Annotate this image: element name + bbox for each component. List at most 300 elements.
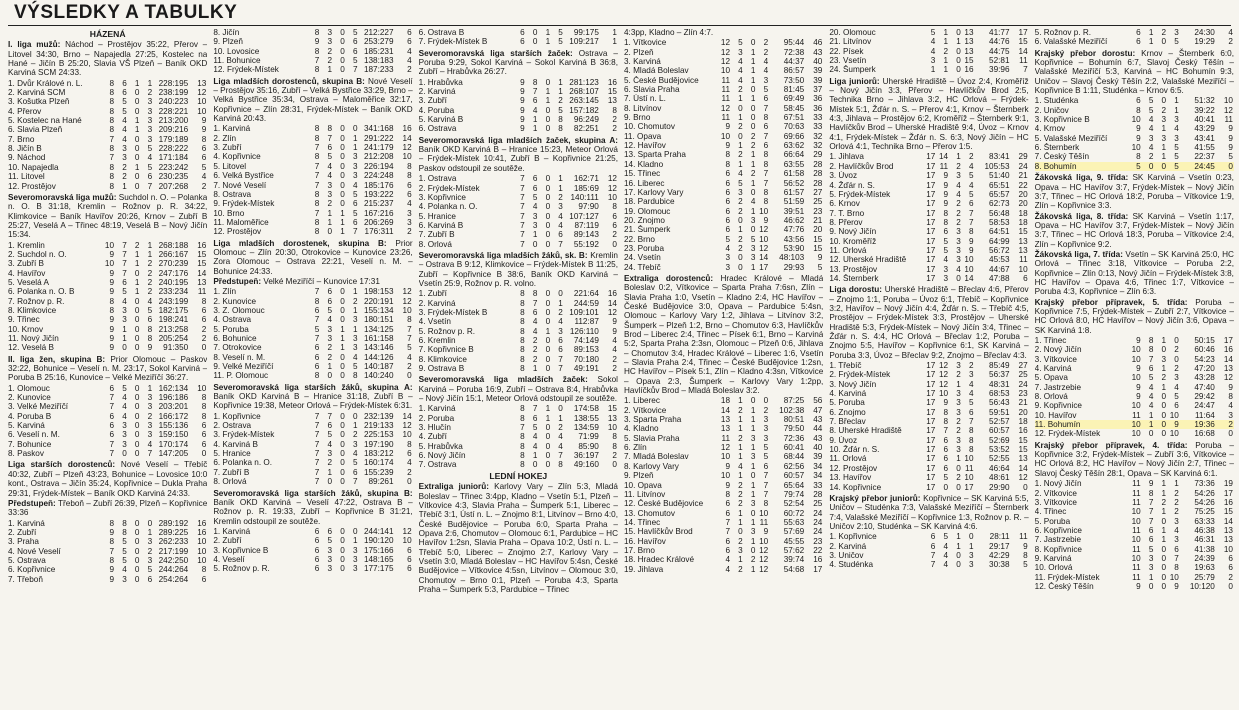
- team-name: 6. Šternberk: [1034, 143, 1080, 153]
- team-name: 6. Nový Jičín: [418, 451, 466, 461]
- stat-cell: 0: [750, 187, 756, 197]
- table-row: [213, 546, 412, 555]
- stat-cell: 3: [956, 245, 961, 255]
- stat-cell: 7: [109, 402, 115, 412]
- stat-cell: 4: [122, 411, 127, 421]
- table-row: [213, 209, 412, 218]
- stat-cell: 7: [763, 178, 769, 188]
- stat-cell: 14: [964, 273, 974, 283]
- stat-cell: 7: [327, 411, 333, 421]
- stat-cell: 10: [1131, 535, 1141, 545]
- stat-cell: 14: [759, 253, 769, 263]
- stat-cell: 1: [134, 116, 140, 126]
- stat-cell: 2: [122, 162, 127, 172]
- score: 29:90: [989, 482, 1010, 492]
- table-row: [213, 536, 412, 545]
- score: 42:29: [989, 550, 1010, 560]
- stat-cell: 10: [964, 255, 974, 265]
- team-name: 7. Mladá Boleslav: [623, 452, 689, 462]
- team-name: 6. Kopřivnice: [1034, 525, 1082, 535]
- stat-cell: 3: [1174, 28, 1179, 37]
- table-row: [213, 412, 412, 421]
- table-row: [419, 221, 618, 230]
- stat-cell: 0: [1161, 553, 1167, 563]
- stat-cell: 9: [943, 180, 949, 190]
- stat-cell: 7: [314, 287, 320, 297]
- stat-cell: 1: [134, 162, 140, 172]
- points: 25: [1018, 370, 1028, 380]
- points: 9: [1228, 133, 1233, 143]
- team-name: 10. Brno: [213, 208, 245, 218]
- stat-cell: 0: [340, 554, 345, 564]
- stat-cell: 4: [750, 197, 756, 207]
- team-name: 4. Kladno: [623, 424, 659, 434]
- score: 266:167: [158, 249, 189, 259]
- stat-cell: 1: [532, 451, 538, 461]
- team-name: 8. Bohumín: [1034, 161, 1077, 171]
- stat-cell: 1: [1148, 28, 1154, 37]
- team-name: 4. Vsetín: [418, 317, 451, 327]
- stat-cell: 5: [725, 234, 731, 244]
- competition-name: I. liga mužů:: [8, 40, 66, 50]
- score: 155:239: [363, 467, 394, 477]
- table-row: [829, 237, 1028, 246]
- points: 16: [607, 289, 617, 299]
- stat-cell: 3: [327, 180, 333, 190]
- competition-name: Severomoravská liga starších žaček:: [418, 48, 579, 58]
- stat-cell: 0: [1161, 572, 1167, 582]
- stat-cell: 8: [109, 172, 115, 182]
- stat-cell: 11: [1132, 497, 1141, 507]
- stat-cell: 5: [943, 236, 949, 246]
- stat-cell: 3: [122, 153, 127, 163]
- stat-cell: 9: [1174, 581, 1179, 591]
- points: 16: [197, 518, 207, 528]
- competition-name: Severomoravská liga starších žáků, skupina A:: [213, 382, 413, 392]
- stat-cell: 3: [352, 161, 358, 171]
- score: 220:191: [363, 296, 394, 306]
- stat-cell: 8: [763, 499, 769, 509]
- points: 4: [612, 336, 617, 345]
- stat-cell: 1: [1174, 479, 1179, 489]
- table-row: [829, 551, 1028, 560]
- stat-cell: 9: [109, 277, 115, 287]
- stat-cell: 3: [1148, 133, 1154, 143]
- team-name: 2. Ostrava: [213, 421, 252, 431]
- stat-cell: 0: [134, 518, 140, 528]
- stat-cell: 1: [352, 133, 358, 143]
- score: 73:50: [783, 75, 805, 85]
- table-row: [624, 518, 823, 527]
- stat-cell: 1: [545, 87, 551, 97]
- stat-cell: 7: [314, 467, 320, 477]
- score: 65:57: [989, 189, 1010, 199]
- table-row: [8, 384, 207, 393]
- team-name: 11. Orlová: [829, 454, 867, 464]
- stat-cell: 3: [956, 435, 961, 445]
- team-name: 12. Prostějov: [213, 227, 262, 237]
- stat-cell: 0: [134, 343, 140, 353]
- table-row: [8, 97, 207, 106]
- stat-cell: 6: [520, 37, 525, 47]
- points: 10: [197, 97, 207, 107]
- stat-cell: 1: [134, 125, 140, 135]
- stat-cell: 3: [738, 47, 743, 57]
- competition-name: Severomoravská liga mužů:: [8, 192, 119, 202]
- score: 56:37: [989, 370, 1010, 380]
- points: 8: [201, 565, 207, 575]
- match-results: Vsetín – SK Karviná 25:0, HC Orlová – Třinec 3:18, Vítkovice – Poruba 2:2, Kopřivnice – Zlín 0:13, Nový Jičín – Frýdek-Místek 3:8, HC Havířov – Opava 4:6, Třinec 1:7, Vítkovice – Poruba 4:3, Kopřivnice – Zlín 6:3.: [1034, 249, 1234, 297]
- stat-cell: 7: [122, 240, 127, 250]
- stat-cell: 1: [558, 174, 563, 184]
- stat-cell: 2: [750, 141, 756, 151]
- stat-cell: 1: [1148, 420, 1154, 430]
- stat-cell: 0: [340, 371, 345, 381]
- team-name: 6. Ostrava: [418, 124, 457, 134]
- stat-cell: 12: [759, 555, 769, 565]
- stat-cell: 0: [340, 161, 345, 171]
- stat-cell: 9: [109, 334, 115, 343]
- table-row: [8, 440, 207, 449]
- stat-cell: 4: [122, 116, 127, 126]
- team-name: 3. Karviná: [623, 57, 661, 67]
- team-name: 5. Valašské Meziříčí: [1034, 133, 1108, 143]
- stat-cell: 17: [926, 227, 936, 237]
- stat-cell: 1: [558, 77, 563, 87]
- stat-cell: 10: [1131, 553, 1141, 563]
- table-row: [213, 430, 412, 439]
- stat-cell: 9: [763, 215, 769, 225]
- team-name: 1. Karviná: [418, 404, 456, 414]
- stat-cell: 3: [968, 550, 974, 560]
- standings-table: [213, 28, 412, 75]
- points: 0: [201, 343, 207, 353]
- stat-cell: 3: [327, 37, 333, 47]
- stat-cell: 6: [725, 187, 731, 197]
- stat-cell: 1: [738, 396, 743, 406]
- stat-cell: 0: [956, 56, 961, 66]
- stat-cell: 1: [545, 404, 551, 414]
- stat-cell: 1: [750, 94, 756, 104]
- stat-cell: 10: [964, 454, 974, 464]
- stat-cell: 4: [725, 564, 731, 574]
- score: 48:61: [989, 473, 1010, 483]
- stat-cell: 0: [750, 38, 756, 48]
- points: 2: [407, 362, 412, 372]
- stat-cell: 8: [314, 46, 320, 56]
- stat-cell: 6: [943, 454, 949, 464]
- stat-cell: 0: [1161, 429, 1167, 439]
- stat-cell: 2: [763, 47, 769, 57]
- table-row: [829, 426, 1028, 435]
- table-row: [624, 188, 823, 197]
- stat-cell: 8: [520, 317, 525, 327]
- stat-cell: 7: [930, 560, 936, 570]
- table-row: [624, 424, 823, 433]
- stat-cell: 17: [926, 171, 936, 181]
- team-name: 10. Krnov: [8, 324, 44, 334]
- stat-cell: 1: [352, 421, 358, 431]
- stat-cell: 10: [720, 66, 731, 76]
- team-name: 4. Krnov: [1034, 124, 1066, 134]
- points: 2: [1228, 420, 1233, 430]
- team-name: 8. Ostrava: [213, 189, 252, 199]
- table-row: [8, 556, 207, 565]
- stat-cell: 6: [109, 430, 115, 440]
- stat-cell: 2: [968, 361, 974, 371]
- score: 185:231: [363, 46, 394, 56]
- stat-cell: 0: [738, 527, 743, 537]
- score: 39:51: [783, 206, 805, 216]
- stat-cell: 13: [720, 424, 731, 434]
- stat-cell: 4: [738, 75, 743, 85]
- stat-cell: 7: [763, 169, 769, 179]
- table-row: [419, 87, 618, 96]
- score: 55:192: [573, 239, 599, 249]
- stat-cell: 0: [340, 152, 345, 162]
- table-row: [624, 555, 823, 564]
- stat-cell: 4: [930, 46, 936, 56]
- points: 10: [402, 305, 412, 315]
- stat-cell: 9: [968, 236, 974, 246]
- stat-cell: 0: [1161, 345, 1167, 355]
- stat-cell: 0: [545, 460, 551, 470]
- stat-cell: 1: [930, 65, 936, 75]
- points: 10: [197, 383, 207, 393]
- points: 8: [612, 432, 617, 442]
- points: 10: [1223, 544, 1233, 554]
- points: 21: [1018, 171, 1028, 181]
- stat-cell: 6: [352, 217, 358, 227]
- table-row: [829, 274, 1028, 283]
- team-name: 14. Třinec: [623, 517, 661, 527]
- points: 8: [1228, 392, 1233, 402]
- stat-cell: 13: [964, 28, 974, 37]
- stat-cell: 0: [134, 402, 140, 412]
- score: 91:350: [163, 343, 189, 353]
- stat-cell: 0: [750, 508, 756, 518]
- score: 43:41: [1194, 133, 1215, 143]
- stat-cell: 8: [314, 217, 320, 227]
- stat-cell: 3: [1148, 553, 1154, 563]
- stat-cell: 6: [943, 463, 949, 473]
- score: 58:45: [783, 103, 805, 113]
- stat-cell: 5: [1174, 392, 1179, 402]
- points: 4: [407, 458, 412, 468]
- table-row: [213, 458, 412, 467]
- table-row: [624, 216, 823, 225]
- team-name: 14. Kladno: [623, 159, 664, 169]
- table-row: [624, 471, 823, 480]
- standings-table: [8, 241, 207, 353]
- stat-cell: 5: [352, 362, 358, 372]
- score: 11:64: [1194, 410, 1215, 420]
- stat-cell: 4: [558, 441, 563, 451]
- points: 0: [1228, 429, 1233, 439]
- stat-cell: 0: [545, 432, 551, 442]
- table-row: [213, 362, 412, 371]
- score: 81:45: [783, 85, 805, 95]
- points: 8: [1023, 550, 1028, 560]
- team-name: 2. Plzeň: [623, 47, 654, 57]
- stat-cell: 0: [750, 471, 756, 481]
- stat-cell: 6: [314, 536, 320, 546]
- points: 13: [1223, 364, 1233, 374]
- stat-cell: 2: [327, 343, 333, 353]
- stat-cell: 0: [352, 411, 358, 421]
- team-name: 10. Žďár n. S.: [829, 445, 880, 455]
- points: 2: [612, 364, 617, 374]
- score: 54:26: [1194, 488, 1215, 498]
- stat-cell: 1: [1161, 152, 1167, 162]
- stat-cell: 4: [122, 296, 127, 306]
- team-name: 3. Kopřivnice B: [1034, 115, 1090, 125]
- points: 15: [607, 87, 617, 97]
- team-name: 4. Třinec: [1034, 507, 1067, 517]
- team-name: 14. Kopřivnice: [829, 482, 882, 492]
- score: 72:38: [783, 47, 805, 57]
- table-row: [213, 353, 412, 362]
- points: 6: [407, 564, 412, 574]
- stat-cell: 0: [340, 28, 345, 37]
- stat-cell: 6: [314, 305, 320, 315]
- stat-cell: 4: [968, 389, 974, 399]
- team-name: 5. Poruba: [1034, 516, 1071, 526]
- score: 60:57: [783, 471, 805, 481]
- team-name: 4. Kopřivnice: [213, 152, 261, 162]
- stat-cell: 1: [545, 37, 551, 47]
- team-name: 6. Polanka n. O. B: [8, 287, 75, 297]
- team-name: 12. Frýdek-Místek: [1034, 429, 1101, 439]
- stat-cell: 1: [147, 240, 153, 250]
- stat-cell: 0: [750, 113, 756, 123]
- points: 15: [1018, 435, 1028, 445]
- table-row: [829, 542, 1028, 551]
- table-row: [8, 153, 207, 162]
- score: 140:240: [363, 371, 394, 381]
- score: 198:153: [363, 287, 394, 297]
- stat-cell: 0: [340, 439, 345, 449]
- stat-cell: 10: [104, 240, 115, 250]
- stat-cell: 12: [720, 57, 731, 67]
- score: 187:233: [363, 65, 394, 75]
- table-row: [213, 287, 412, 296]
- stat-cell: 7: [968, 417, 974, 427]
- score: 291:222: [363, 133, 394, 143]
- stat-cell: 1: [750, 47, 756, 57]
- stat-cell: 1: [532, 124, 538, 134]
- table-row: [1035, 106, 1234, 115]
- score: 55:63: [783, 517, 805, 527]
- points: 6: [1228, 563, 1233, 573]
- table-row: [829, 37, 1028, 46]
- points: 21: [1018, 398, 1028, 408]
- points: 15: [607, 404, 617, 414]
- team-name: 9. Velké Meziříčí: [213, 362, 274, 372]
- stat-cell: 10: [104, 259, 115, 269]
- stat-cell: 4: [147, 439, 153, 449]
- stat-cell: 1: [738, 443, 743, 453]
- table-row: [829, 209, 1028, 218]
- points: 9: [1228, 124, 1233, 134]
- team-name: 1. Studénka: [1034, 96, 1079, 106]
- points: 14: [607, 298, 617, 308]
- team-name: 12. Uherské Hradiště: [829, 255, 907, 265]
- stat-cell: 3: [956, 171, 961, 181]
- stat-cell: 8: [314, 28, 320, 37]
- stat-cell: 3: [327, 189, 333, 199]
- stat-cell: 7: [147, 181, 153, 191]
- score: 162:134: [158, 383, 189, 393]
- table-row: [829, 389, 1028, 398]
- stat-cell: 3: [327, 564, 333, 574]
- stat-cell: 6: [352, 37, 358, 47]
- stat-cell: 0: [340, 180, 345, 190]
- table-row: [8, 135, 207, 144]
- score: 52:54: [783, 499, 805, 509]
- team-name: 8. Jičín B: [8, 144, 42, 154]
- score: 24:39: [1194, 553, 1215, 563]
- stat-cell: 1: [340, 227, 345, 237]
- stat-cell: 1: [147, 249, 153, 259]
- stat-cell: 3: [122, 315, 127, 325]
- points: 16: [1223, 497, 1233, 507]
- score: 59:51: [989, 407, 1010, 417]
- team-name: 2. Karviná: [418, 298, 456, 308]
- stat-cell: 1: [956, 532, 961, 542]
- score: 87:119: [574, 220, 599, 230]
- stat-cell: 0: [956, 560, 961, 570]
- stat-cell: 17: [926, 463, 936, 473]
- team-name: 3. Vítkovice: [1034, 354, 1077, 364]
- stat-cell: 1: [943, 28, 949, 37]
- stat-cell: 0: [134, 546, 140, 556]
- stat-cell: 4: [943, 550, 949, 560]
- score: 196:186: [158, 393, 189, 403]
- team-name: 5. Karviná B: [418, 115, 464, 125]
- table-row: [829, 408, 1028, 417]
- team-name: 8. Orlová: [1034, 392, 1068, 402]
- stat-cell: 9: [725, 141, 731, 151]
- stat-cell: 1: [545, 413, 551, 423]
- score: 46:64: [989, 463, 1010, 473]
- stat-cell: 0: [340, 449, 345, 459]
- stat-cell: 0: [956, 65, 961, 75]
- stat-cell: 8: [314, 189, 320, 199]
- stat-cell: 8: [109, 78, 115, 88]
- stat-cell: 2: [1161, 28, 1167, 37]
- stat-cell: 6: [314, 564, 320, 574]
- table-row: [624, 94, 823, 103]
- score: 19:29: [1194, 37, 1215, 47]
- points: 28: [813, 489, 823, 499]
- competition-name: Liga juniorů:: [829, 76, 883, 86]
- team-name: 8. Orlová: [418, 239, 452, 249]
- team-name: 9. Náchod: [8, 153, 46, 163]
- points: 10: [607, 423, 617, 433]
- stat-cell: 0: [545, 183, 551, 193]
- stat-cell: 0: [327, 371, 333, 381]
- stat-cell: 3: [943, 273, 949, 283]
- stat-cell: 0: [545, 354, 551, 364]
- team-name: 1. Třinec: [1034, 336, 1067, 345]
- team-name: 2. Kunovice: [213, 296, 257, 306]
- team-name: 4. Karviná B: [213, 439, 258, 449]
- stat-cell: 1: [1161, 124, 1167, 134]
- team-name: 11. Nový Jičín: [8, 334, 59, 343]
- team-name: 9. Úvoz: [829, 435, 858, 445]
- team-name: 5. Hranice: [418, 211, 456, 221]
